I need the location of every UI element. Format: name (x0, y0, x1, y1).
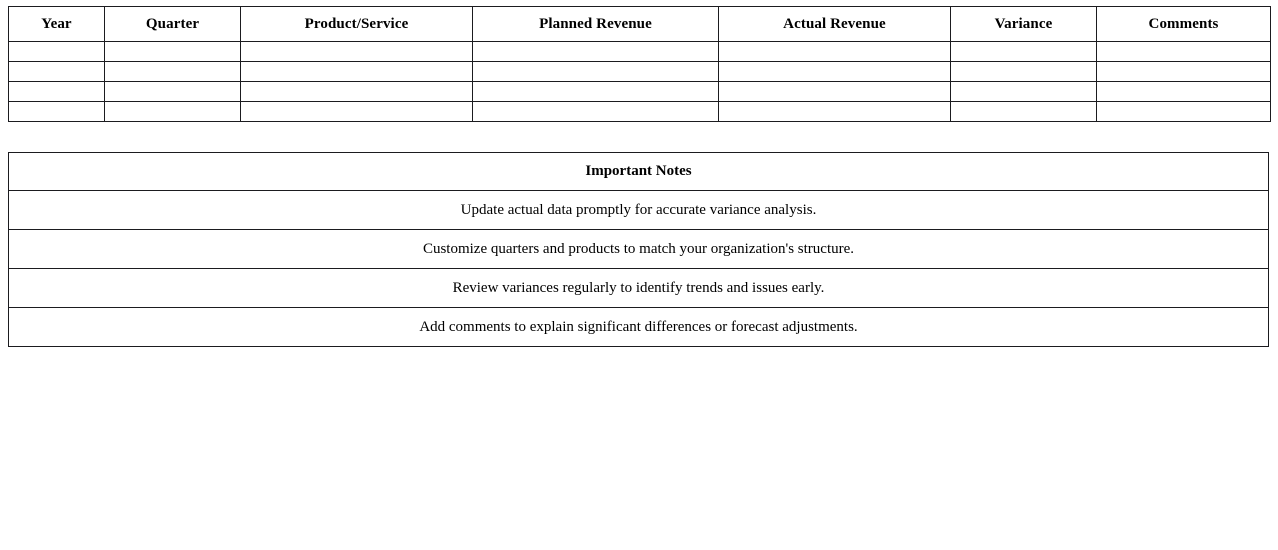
cell-planned[interactable] (473, 102, 719, 122)
cell-variance[interactable] (951, 102, 1097, 122)
cell-product[interactable] (241, 102, 473, 122)
cell-actual[interactable] (719, 42, 951, 62)
cell-quarter[interactable] (105, 102, 241, 122)
cell-planned[interactable] (473, 62, 719, 82)
cell-variance[interactable] (951, 42, 1097, 62)
cell-year[interactable] (9, 82, 105, 102)
cell-planned[interactable] (473, 42, 719, 62)
column-header-planned-revenue: Planned Revenue (473, 7, 719, 42)
cell-year[interactable] (9, 62, 105, 82)
column-header-actual-revenue: Actual Revenue (719, 7, 951, 42)
notes-header (9, 153, 1269, 191)
note-text-4: Add comments to explain significant differences or forecast adjustments. (9, 308, 1269, 347)
cell-product[interactable] (241, 62, 473, 82)
cell-product[interactable] (241, 42, 473, 62)
column-header-comments: Comments (1097, 7, 1271, 42)
cell-quarter[interactable] (105, 42, 241, 62)
cell-actual[interactable] (719, 62, 951, 82)
notes-body (9, 191, 1269, 347)
list-item (9, 308, 1269, 347)
column-header-year: Year (9, 7, 105, 42)
tracker-body (9, 42, 1271, 122)
cell-comments[interactable] (1097, 82, 1271, 102)
cell-variance[interactable] (951, 62, 1097, 82)
cell-planned[interactable] (473, 82, 719, 102)
revenue-tracker-section (8, 6, 1270, 122)
column-header-variance: Variance (951, 7, 1097, 42)
column-header-quarter: Quarter (105, 7, 241, 42)
tracker-header (9, 7, 1271, 42)
cell-variance[interactable] (951, 82, 1097, 102)
notes-header-row (9, 153, 1269, 191)
notes-title: Important Notes (9, 153, 1269, 191)
revenue-tracker-table (8, 6, 1271, 122)
note-text-2: Customize quarters and products to match your organization's structure. (9, 230, 1269, 269)
table-row (9, 82, 1271, 102)
list-item (9, 269, 1269, 308)
table-row (9, 102, 1271, 122)
list-item (9, 191, 1269, 230)
cell-product[interactable] (241, 82, 473, 102)
cell-comments[interactable] (1097, 62, 1271, 82)
important-notes-table (8, 152, 1269, 347)
cell-year[interactable] (9, 102, 105, 122)
table-row (9, 62, 1271, 82)
cell-comments[interactable] (1097, 42, 1271, 62)
table-row (9, 42, 1271, 62)
cell-comments[interactable] (1097, 102, 1271, 122)
column-header-product-service: Product/Service (241, 7, 473, 42)
tracker-header-row (9, 7, 1271, 42)
note-text-3: Review variances regularly to identify trends and issues early. (9, 269, 1269, 308)
cell-actual[interactable] (719, 102, 951, 122)
cell-quarter[interactable] (105, 82, 241, 102)
cell-actual[interactable] (719, 82, 951, 102)
note-text-1: Update actual data promptly for accurate variance analysis. (9, 191, 1269, 230)
cell-quarter[interactable] (105, 62, 241, 82)
cell-year[interactable] (9, 42, 105, 62)
list-item (9, 230, 1269, 269)
important-notes-section (8, 152, 1269, 347)
